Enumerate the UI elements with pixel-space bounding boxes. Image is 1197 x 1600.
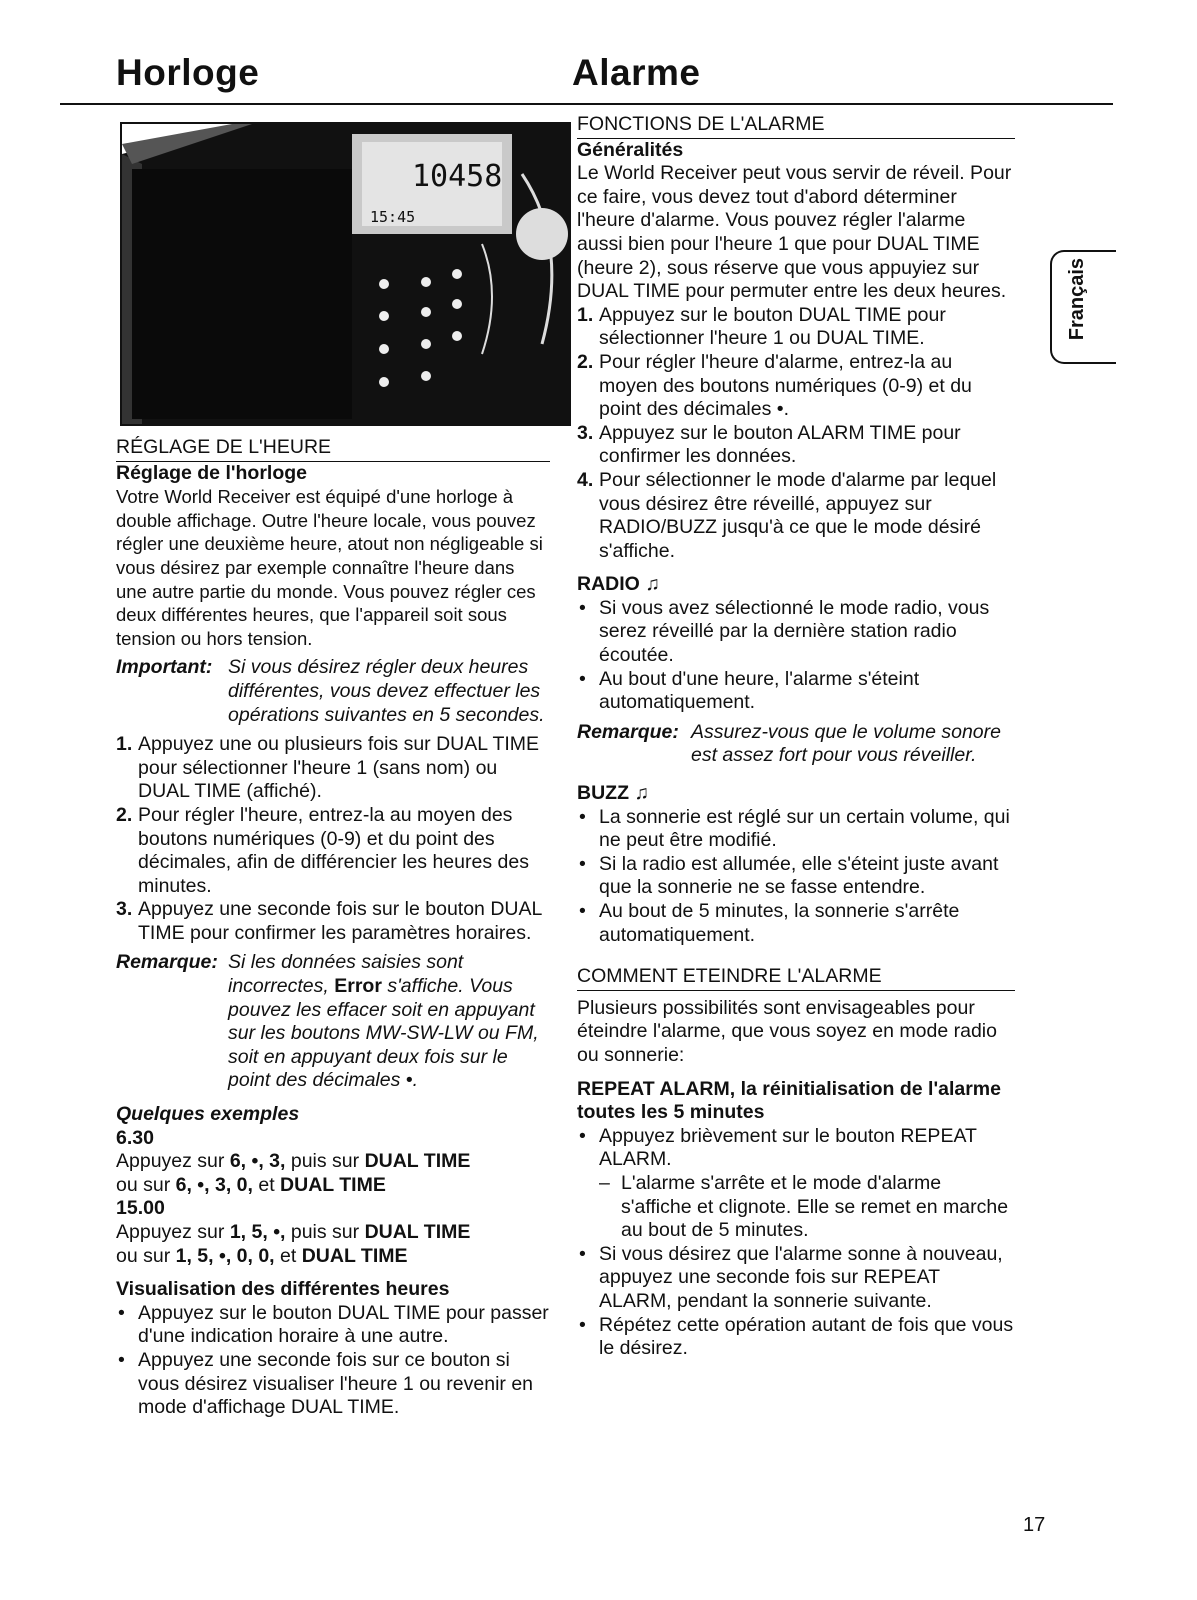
repeat-bullet-2-text: Si vous désirez que l'alarme sonne à nouveau, appuyez une seconde fois sur REPEAT ALARM, pendant la sonnerie suivante. <box>599 1242 1003 1312</box>
display-small-text: 15:45 <box>370 208 416 226</box>
language-tab-label: Français <box>1066 258 1088 341</box>
heading-alarme: Alarme <box>572 52 701 93</box>
alarm-remark-text: Assurez-vous que le volume sonore est assez fort pour vous réveiller. <box>691 720 1001 767</box>
step-2-text: Pour régler l'heure, entrez-la au moyen des boutons numériques (0-9) et du point des décimales, afin de différencier les heures des minutes. <box>138 803 529 897</box>
radio-bullet-1: • Si vous avez sélectionné le mode radio, vous serez réveillé par la dernière station radio écoutée. <box>579 596 990 667</box>
right-column <box>577 113 1015 1361</box>
repeat-bullet-1: • Appuyez brièvement sur le bouton REPEAT ALARM. <box>579 1124 977 1171</box>
top-rule <box>60 103 1113 105</box>
buzz-title: BUZZ ♫ <box>577 782 650 805</box>
ex1-l2-b: 6, •, 3, 0, <box>175 1173 253 1196</box>
alarm-remark-label: Remarque: <box>577 720 679 743</box>
step-2-number: 2. <box>116 803 133 826</box>
heading-horloge: Horloge <box>116 52 260 93</box>
example-2-line-2 <box>116 1245 550 1269</box>
alarm-step-3-text: Appuyez sur le bouton ALARM TIME pour confirmer les données. <box>599 421 961 468</box>
buzz-bullet-2: • Si la radio est allumée, elle s'éteint juste avant que la sonnerie ne se fasse entendre. <box>579 852 999 899</box>
alarm-step-4-number: 4. <box>577 468 594 491</box>
ex1-l1-c: puis sur <box>290 1150 360 1173</box>
remark-text <box>228 951 550 1093</box>
buzz-bullet-3-text: Au bout de 5 minutes, la sonnerie s'arrête automatiquement. <box>599 900 960 946</box>
example-1-line-1 <box>116 1150 550 1174</box>
page-number: 17 <box>1023 1514 1046 1536</box>
section-eteindre-alarme: COMMENT ETEINDRE L'ALARME <box>577 965 1015 991</box>
alarm-step-3 <box>577 422 1015 469</box>
ex2-l2-c: et <box>280 1244 297 1267</box>
subheading-generalites: Généralités <box>577 138 684 161</box>
vis-bullet-2-text: Appuyez une seconde fois sur ce bouton si vous désirez visualiser l'heure 1 ou revenir en mode d'affichage DUAL TIME. <box>138 1348 534 1419</box>
alarm-step-4-text: Pour sélectionner le mode d'alarme par lequel vous désirez être réveillé, appuyez sur RADIO/BUZZ jusqu'à ce que le mode désiré s'affiche. <box>599 468 997 562</box>
step-1-text: Appuyez une ou plusieurs fois sur DUAL TIME pour sélectionner l'heure 1 (sans nom) ou DUAL TIME (affiché). <box>138 733 540 803</box>
remark-note <box>116 951 550 1093</box>
ex1-l2-d: DUAL TIME <box>280 1173 386 1196</box>
eteindre-text: Plusieurs possibilités sont envisageables pour éteindre l'alarme, que vous soyez en mode radio ou sonnerie: <box>577 996 997 1066</box>
generalites-text: Le World Receiver peut vous servir de réveil. Pour ce faire, vous devez tout d'abord déterminer l'heure d'alarme. Vous pouvez régler l'alarme aussi bien pour l'heure 1 que pour DUAL TIME (heure 2), sous réserve que vous appuyiez sur DUAL TIME pour permuter entre les deux heures. <box>577 162 1012 303</box>
example-1-title: 6.30 <box>116 1126 154 1149</box>
repeat-bullet-2: • Si vous désirez que l'alarme sonne à nouveau, appuyez une seconde fois sur REPEAT ALARM, pendant la sonnerie suivante. <box>579 1242 1003 1312</box>
vis-bullet-1-text: Appuyez sur le bouton DUAL TIME pour passer d'une indication horaire à une autre. <box>138 1301 549 1348</box>
repeat-bullet-3-text: Répétez cette opération autant de fois que vous le désirez. <box>599 1313 1014 1360</box>
subheading-reglage-horloge: Réglage de l'horloge <box>116 461 308 484</box>
alarm-step-2 <box>577 351 1015 422</box>
ex2-l2-b: 1, 5, •, 0, 0, <box>175 1244 275 1267</box>
radio-photo <box>120 122 571 426</box>
visualisation-title: Visualisation des différentes heures <box>116 1278 450 1301</box>
buzz-bullet-1-text: La sonnerie est réglé sur un certain volume, qui ne peut être modifié. <box>599 805 1010 852</box>
repeat-dash: – L'alarme s'arrête et le mode d'alarme s'affiche et clignote. Elle se remet en marche au bout de 5 minutes. <box>599 1171 1009 1242</box>
section-fonctions-alarme: FONCTIONS DE L'ALARME <box>577 113 1015 139</box>
remark-error: Error <box>334 975 382 998</box>
alarm-step-1-number: 1. <box>577 303 594 326</box>
ex2-l1-c: puis sur <box>290 1221 360 1243</box>
example-1-line-2 <box>116 1174 550 1198</box>
alarm-remark <box>577 721 1015 768</box>
ex2-l2-d: DUAL TIME <box>301 1244 408 1267</box>
ex2-l2-a: ou sur <box>116 1244 171 1267</box>
alarm-step-2-number: 2. <box>577 350 594 373</box>
important-note <box>116 656 550 727</box>
ex1-l2-c: et <box>258 1173 275 1196</box>
alarm-step-4 <box>577 469 1015 563</box>
radio-bullet-2: • Au bout d'une heure, l'alarme s'éteint automatiquement. <box>579 667 920 714</box>
ex1-l1-b: 6, •, 3, <box>229 1150 286 1173</box>
examples-title: Quelques exemples <box>116 1103 300 1126</box>
step-1-number: 1. <box>116 733 133 756</box>
ex1-l2-a: ou sur <box>116 1173 171 1196</box>
important-label: Important: <box>116 656 213 679</box>
step-1 <box>116 733 550 804</box>
section-reglage-heure: RÉGLAGE DE L'HEURE <box>116 436 550 462</box>
ex1-l1-a: Appuyez sur <box>116 1150 225 1173</box>
alarm-step-3-number: 3. <box>577 421 594 444</box>
alarm-step-1-text: Appuyez sur le bouton DUAL TIME pour sélectionner l'heure 1 ou DUAL TIME. <box>599 303 946 350</box>
ex1-l1-d: DUAL TIME <box>364 1150 471 1173</box>
important-text: Si vous désirez régler deux heures différentes, vous devez effectuer les opérations suivantes en 5 secondes. <box>228 656 545 726</box>
repeat-bullet-1-text: Appuyez brièvement sur le bouton REPEAT ALARM. <box>599 1124 977 1171</box>
example-2-line-1 <box>116 1221 550 1245</box>
ex2-l1-b: 1, 5, •, <box>229 1221 286 1243</box>
left-column <box>116 436 550 1420</box>
step-3-text: Appuyez une seconde fois sur le bouton DUAL TIME pour confirmer les paramètres horaires. <box>138 898 542 944</box>
ex2-l1-d: DUAL TIME <box>364 1221 471 1243</box>
buzz-bullet-2-text: Si la radio est allumée, elle s'éteint juste avant que la sonnerie ne se fasse entendre. <box>599 852 999 899</box>
step-3 <box>116 898 550 945</box>
step-3-number: 3. <box>116 898 133 921</box>
display-main-text: 10458 <box>412 159 503 194</box>
remark-text-a: Si les données saisies sont incorrectes, <box>228 951 464 998</box>
remark-text-b: s'affiche. Vous pouvez les effacer soit en appuyant sur les boutons MW-SW-LW ou FM, soit en appuyant deux fois sur le point des décimales •. <box>228 975 539 1092</box>
example-2-title: 15.00 <box>116 1197 165 1220</box>
remark-label: Remarque: <box>116 951 218 974</box>
vis-bullet-2: • Appuyez une seconde fois sur ce bouton si vous désirez visualiser l'heure 1 ou revenir en mode d'affichage DUAL TIME. <box>118 1348 534 1419</box>
ex2-l1-a: Appuyez sur <box>116 1221 225 1243</box>
alarm-step-2-text: Pour régler l'heure d'alarme, entrez-la au moyen des boutons numériques (0-9) et du point des décimales •. <box>599 350 972 421</box>
radio-bullet-2-text: Au bout d'une heure, l'alarme s'éteint automatiquement. <box>599 667 920 714</box>
intro-paragraph: Votre World Receiver est équipé d'une horloge à double affichage. Outre l'heure locale, vous pouvez régler une deuxième heure, atout non négligeable si vous désirez par exemple connaître l'heure dans une autre partie du monde. Vous pouvez régler ces deux différentes heures, que l'appareil soit sous tension ou hors tension. <box>116 486 543 649</box>
repeat-dash-text: L'alarme s'arrête et le mode d'alarme s'affiche et clignote. Elle se remet en marche au bout de 5 minutes. <box>621 1171 1009 1242</box>
buzz-bullet-1: • La sonnerie est réglé sur un certain volume, qui ne peut être modifié. <box>579 805 1010 852</box>
alarm-step-1 <box>577 304 1015 351</box>
radio-bullet-1-text: Si vous avez sélectionné le mode radio, vous serez réveillé par la dernière station radio écoutée. <box>599 596 990 667</box>
vis-bullet-1: • Appuyez sur le bouton DUAL TIME pour passer d'une indication horaire à une autre. <box>118 1301 549 1348</box>
buzz-bullet-3: • Au bout de 5 minutes, la sonnerie s'arrête automatiquement. <box>579 900 960 946</box>
step-2 <box>116 804 550 898</box>
language-tab <box>1050 250 1116 364</box>
repeat-title: REPEAT ALARM, la réinitialisation de l'alarme toutes les 5 minutes <box>577 1077 1001 1124</box>
radio-illustration <box>122 124 569 424</box>
radio-title: RADIO ♫ <box>577 573 660 596</box>
repeat-bullet-3: • Répétez cette opération autant de fois que vous le désirez. <box>579 1313 1014 1360</box>
